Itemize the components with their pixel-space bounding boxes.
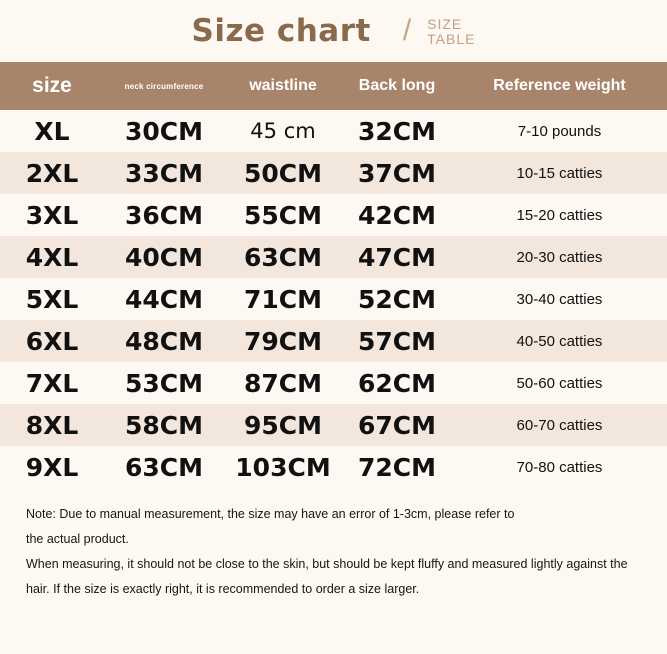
page-subtitle: [427, 15, 475, 46]
note-line-4: hair. If the size is exactly right, it is recommended to order a size larger.: [26, 582, 420, 596]
column-header-back-long: Back long: [342, 62, 452, 110]
table-row: [0, 194, 667, 236]
cell-waist: 63CM: [243, 242, 322, 272]
table-row: [0, 404, 667, 446]
column-header-reference-weight: Reference weight: [452, 62, 667, 110]
table-header-row: [0, 62, 667, 110]
cell-size: 4XL: [25, 242, 79, 272]
note-line-3: When measuring, it should not be close to the skin, but should be kept fluffy and measured lightly against the: [26, 557, 628, 571]
page-subtitle-line1: SIZE: [427, 16, 463, 33]
cell-reference-weight: 15-20 catties: [516, 206, 603, 224]
cell-neck: 58CM: [124, 410, 203, 440]
cell-waist: 71CM: [243, 284, 322, 314]
cell-back: 37CM: [357, 158, 436, 188]
cell-neck: 30CM: [124, 116, 203, 146]
title-divider-slash: /: [402, 14, 412, 47]
cell-size: 3XL: [25, 200, 79, 230]
cell-size: 9XL: [25, 452, 79, 482]
table-row: [0, 278, 667, 320]
table-row: [0, 320, 667, 362]
table-row: [0, 152, 667, 194]
cell-back: 67CM: [357, 410, 436, 440]
cell-neck: 33CM: [124, 158, 203, 188]
cell-reference-weight: 40-50 catties: [516, 332, 603, 350]
cell-reference-weight: 50-60 catties: [516, 374, 603, 392]
cell-waist: 50CM: [243, 158, 322, 188]
measurement-notes: [0, 488, 667, 602]
cell-size: 7XL: [25, 368, 79, 398]
page-title: Size chart: [191, 13, 371, 49]
cell-reference-weight: 20-30 catties: [516, 248, 603, 266]
cell-reference-weight: 10-15 catties: [516, 164, 603, 182]
cell-waist: 45 cm: [250, 119, 316, 143]
column-header-waistline: waistline: [224, 62, 342, 110]
cell-back: 32CM: [357, 116, 436, 146]
cell-neck: 53CM: [124, 368, 203, 398]
cell-size: 8XL: [25, 410, 79, 440]
cell-size: 6XL: [25, 326, 79, 356]
note-line-1: Note: Due to manual measurement, the size may have an error of 1-3cm, please refer to: [26, 507, 515, 521]
table-row: [0, 446, 667, 488]
cell-size: 2XL: [25, 158, 79, 188]
cell-waist: 103CM: [235, 452, 331, 482]
cell-waist: 79CM: [243, 326, 322, 356]
cell-back: 52CM: [357, 284, 436, 314]
cell-back: 72CM: [357, 452, 436, 482]
cell-back: 47CM: [357, 242, 436, 272]
cell-size: XL: [34, 116, 70, 146]
cell-reference-weight: 70-80 catties: [516, 458, 603, 476]
cell-neck: 40CM: [124, 242, 203, 272]
cell-back: 57CM: [357, 326, 436, 356]
cell-waist: 55CM: [243, 200, 322, 230]
size-table-body: [0, 110, 667, 488]
cell-neck: 48CM: [124, 326, 203, 356]
cell-reference-weight: 7-10 pounds: [517, 122, 602, 140]
column-header-neck-circumference: neck circumference: [104, 62, 224, 110]
cell-size: 5XL: [25, 284, 79, 314]
cell-neck: 63CM: [124, 452, 203, 482]
column-header-size: size: [0, 62, 104, 110]
cell-back: 42CM: [357, 200, 436, 230]
cell-back: 62CM: [357, 368, 436, 398]
cell-reference-weight: 60-70 catties: [516, 416, 603, 434]
table-row: [0, 110, 667, 152]
cell-waist: 87CM: [243, 368, 322, 398]
cell-neck: 44CM: [124, 284, 203, 314]
page-header: [0, 0, 667, 62]
page-subtitle-line2: TABLE: [427, 31, 476, 47]
table-row: [0, 362, 667, 404]
cell-waist: 95CM: [243, 410, 322, 440]
table-row: [0, 236, 667, 278]
size-table-header: [0, 62, 667, 110]
note-line-2: the actual product.: [26, 532, 129, 546]
cell-neck: 36CM: [124, 200, 203, 230]
cell-reference-weight: 30-40 catties: [516, 290, 603, 308]
size-table: [0, 62, 667, 488]
